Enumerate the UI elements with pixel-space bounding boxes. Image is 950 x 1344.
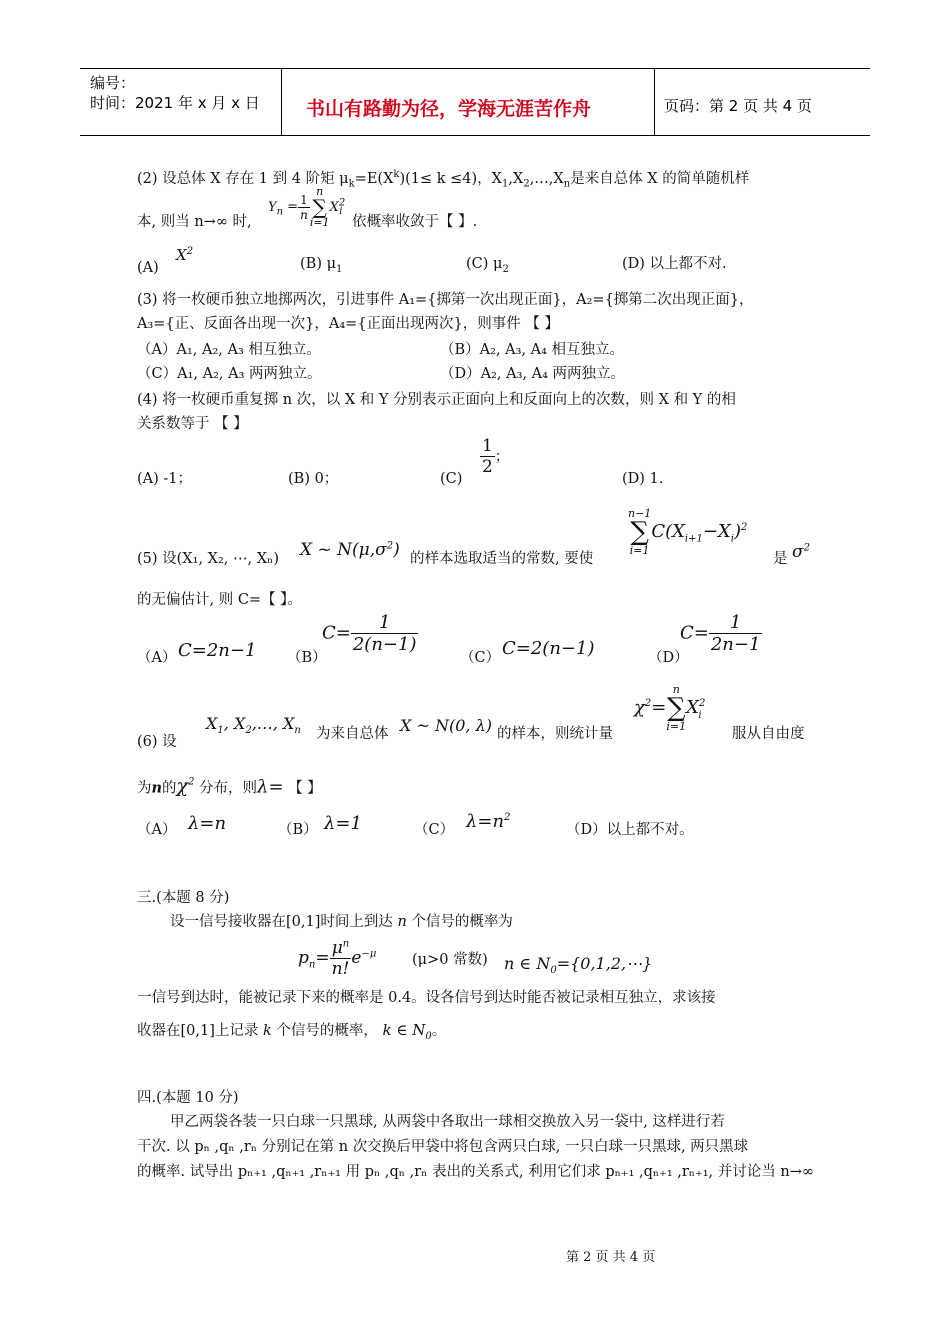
header-motto: 书山有路勤为径，学海无涯苦作舟 bbox=[306, 98, 592, 120]
q5-option-b: （B） bbox=[287, 650, 327, 666]
q5-option-d-math: C= $\frac{1}{2n-1}$ bbox=[680, 612, 761, 655]
q3-line2: A₃={正、反面各出现一次}，A₄={正面出现两次}，则事件 【 】 bbox=[137, 316, 559, 332]
q2-option-a: (A) bbox=[137, 260, 159, 276]
section-3-condition: (μ>0 常数) bbox=[412, 952, 488, 968]
header-top-rule bbox=[80, 68, 870, 69]
header-bottom-rule bbox=[80, 135, 870, 136]
section-3-line3: 一信号到达时，能被记录下来的概率是 0.4。设各信号到达时能否被记录相互独立，求该接 bbox=[137, 990, 716, 1006]
q4-option-a: (A) -1； bbox=[137, 471, 193, 487]
q4-option-b: (B) 0； bbox=[288, 471, 339, 487]
q5-option-d: （D） bbox=[648, 650, 689, 666]
q2-option-d: (D) 以上都不对. bbox=[622, 256, 727, 272]
q5-option-a: （A） bbox=[137, 650, 177, 666]
q5-sum-formula: n−1 ∑ i=1 $C(X_{i+1}-X_i)^2$ bbox=[628, 507, 748, 557]
q6-option-b-math: λ=1 bbox=[324, 813, 362, 834]
page-info: 页码：第 2 页 共 4 页 bbox=[664, 97, 812, 115]
q4-line1: (4) 将一枚硬币重复掷 n 次，以 X 和 Y 分别表示正面向上和反面向上的次数，则 X 和 Y 的相 bbox=[137, 392, 736, 408]
q4-option-c: (C) bbox=[440, 471, 463, 487]
q3-line1: (3) 将一枚硬币独立地掷两次，引进事件 A₁={掷第一次出现正面}，A₂={掷第二次出现正面}， bbox=[137, 292, 754, 308]
time-label: 时间：2021 年 x 月 x 日 bbox=[90, 94, 260, 112]
q3-option-b: （B）A₂, A₃, A₄ 相互独立。 bbox=[440, 342, 625, 358]
q4-option-d: (D) 1. bbox=[622, 471, 664, 487]
q6-mid2: 的样本，则统计量 bbox=[497, 726, 613, 742]
q2-yn-formula: $Y_n$ = $\frac{1}{n}$ n ∑ i=1 $X^2_i$ bbox=[268, 185, 346, 229]
section-4-line2: 干次. 以 pₙ ,qₙ ,rₙ 分别记在第 n 次交换后甲袋中将包含两只白球, 一只白球一只黑球, 两只黑球 bbox=[137, 1139, 749, 1155]
q3-option-d: （D）A₂, A₃, A₄ 两两独立。 bbox=[440, 366, 626, 382]
section-3-formula: $p_n=$ $\frac{\mu^n}{n!}$ $e^{-\mu}$ bbox=[298, 938, 377, 979]
q2-line2b: 依概率收敛于【 】. bbox=[352, 214, 478, 230]
section-3-line4: 收器在[0,1]上记录 k 个信号的概率， k ∈ $N_0$。 bbox=[137, 1021, 447, 1042]
q6-statistic: $\chi^2=$ n ∑ i=1 $X^2_i$ bbox=[634, 683, 706, 733]
q6-distribution: X ~ N(0, λ) bbox=[400, 716, 492, 735]
q6-sample: $X_1$, $X_2,\dots$, $X_n$ bbox=[206, 714, 301, 737]
section-4-title: 四.(本题 10 分) bbox=[137, 1090, 239, 1106]
q2-option-b: (B) $\mu_1$ bbox=[300, 256, 343, 275]
q2-option-a-math: $X^2$ bbox=[176, 246, 194, 264]
q5-sigma: $\sigma^2$ bbox=[792, 542, 810, 562]
q5-tail: 是 bbox=[773, 551, 788, 567]
q5-prefix: (5) 设(X₁, X₂, ⋯, Xₙ) bbox=[137, 551, 279, 567]
q5-option-c-math: C=2(n−1) bbox=[502, 638, 595, 659]
q6-prefix: (6) 设 bbox=[137, 734, 177, 750]
q3-option-c: （C）A₁, A₂, A₃ 两两独立。 bbox=[137, 366, 322, 382]
q5-option-b-math: C= $\frac{1}{2(n-1)}$ bbox=[322, 612, 417, 655]
header-divider-2 bbox=[654, 68, 655, 135]
q5-option-c: （C） bbox=[460, 650, 501, 666]
q5-distribution: X ~ $N(\mu,\sigma^2)$ bbox=[300, 540, 400, 560]
q6-option-a: （A） bbox=[137, 822, 177, 838]
q6-option-c-math: $\lambda=n^2$ bbox=[466, 811, 511, 832]
q5-option-a-math: C=2n−1 bbox=[178, 640, 257, 661]
q3-option-a: （A）A₁, A₂, A₃ 相互独立。 bbox=[137, 342, 321, 358]
section-4-line1: 甲乙两袋各装一只白球一只黑球, 从两袋中各取出一球相交换放入另一袋中, 这样进行若 bbox=[170, 1114, 725, 1130]
q5-mid: 的样本选取适当的常数, 要使 bbox=[410, 551, 594, 567]
q6-option-d: （D）以上都不对。 bbox=[566, 822, 694, 838]
section-3-set: n ∈ $N_0=\{0,1,2,\cdots\}$ bbox=[504, 954, 653, 977]
q6-line2: 为n的$\chi^2$ 分布，则λ= 【 】 bbox=[137, 775, 322, 798]
section-3-line1: 设一信号接收器在[0,1]时间上到达 n 个信号的概率为 bbox=[170, 914, 513, 930]
q2-line1: (2) 设总体 X 存在 1 到 4 阶矩 $\mu_k=E(X^k)(1\le k \le 4)$，$X_1,X_2,\dots,X_n$是来自总体 X 的简单随机样 bbox=[137, 169, 750, 190]
q6-option-b: （B） bbox=[278, 822, 318, 838]
page-footer: 第 2 页 共 4 页 bbox=[566, 1250, 656, 1265]
q6-option-c: （C） bbox=[414, 822, 455, 838]
section-4-line3: 的概率. 试导出 pₙ₊₁ ,qₙ₊₁ ,rₙ₊₁ 用 pₙ ,qₙ ,rₙ 表出的关系式, 利用它们求 pₙ₊₁ ,qₙ₊₁ ,rₙ₊₁, 并讨论当 n→∞ bbox=[137, 1164, 814, 1180]
number-label: 编号： bbox=[90, 74, 136, 92]
section-3-title: 三.(本题 8 分) bbox=[137, 890, 230, 906]
q6-option-a-math: λ=n bbox=[188, 813, 227, 834]
header-divider-1 bbox=[281, 68, 282, 135]
q4-option-c-frac: $\frac{1}{2}$ ； bbox=[482, 436, 509, 477]
q2-option-c: (C) $\mu_2$ bbox=[466, 256, 509, 275]
q6-tail: 服从自由度 bbox=[732, 726, 805, 742]
q6-mid: 为来自总体 bbox=[316, 726, 389, 742]
q4-line2: 关系数等于 【 】 bbox=[137, 416, 248, 432]
q5-line2: 的无偏估计, 则 C=【 】。 bbox=[137, 592, 302, 608]
q2-line2: 本, 则当 n→∞ 时, bbox=[137, 214, 252, 230]
